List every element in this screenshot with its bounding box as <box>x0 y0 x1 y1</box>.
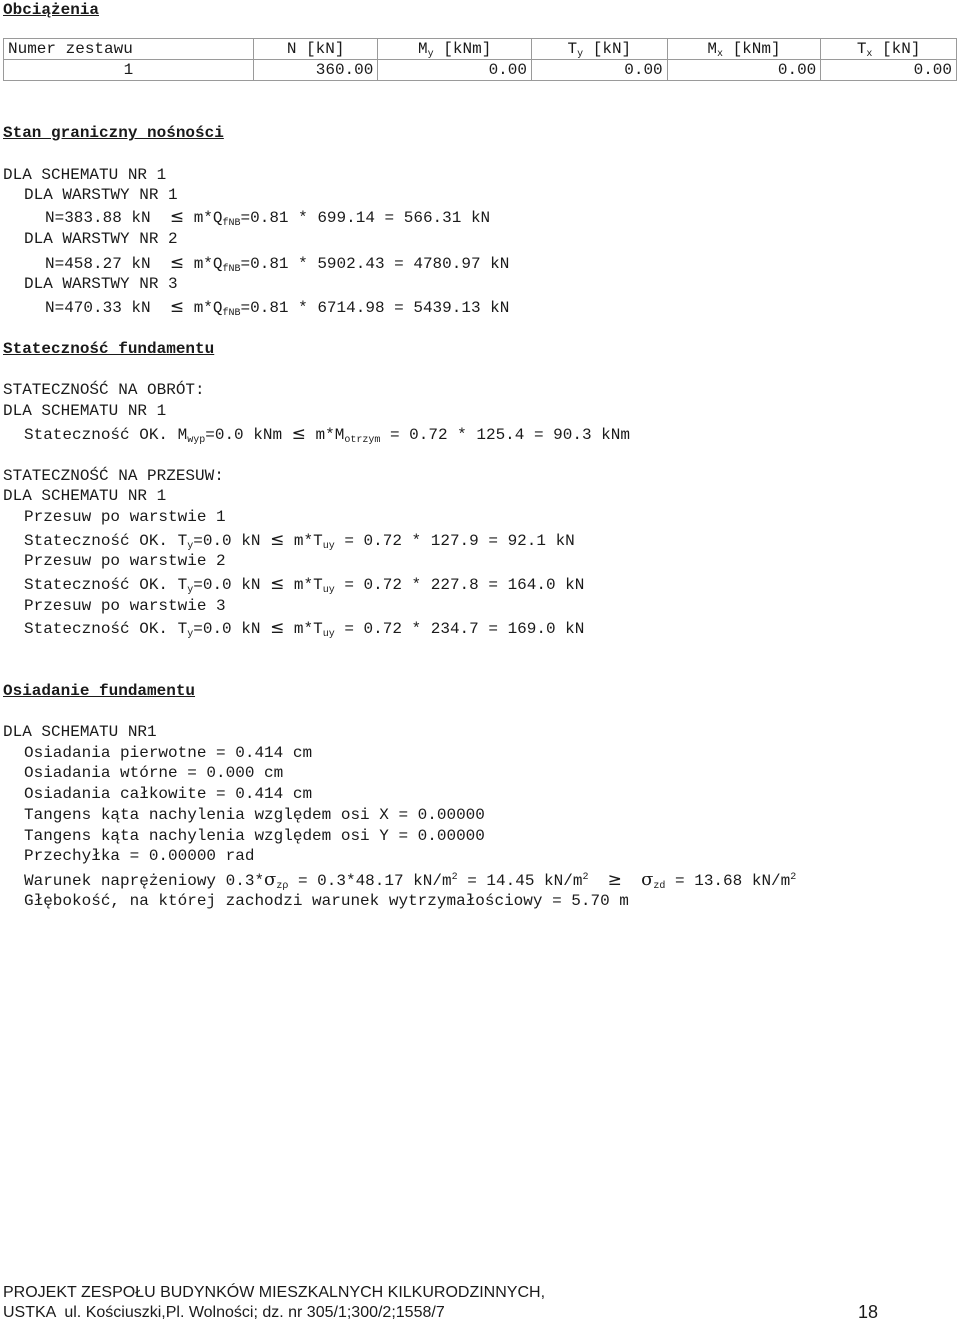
schema-label: DLA SCHEMATU NR 1 <box>3 402 167 420</box>
section-title-sgn: Stan graniczny nośności <box>3 124 224 142</box>
layer-check: N=383.88 kN ≤ $m*Q_{fNB}=0.81 * 699.14 = 566.31$ kN <box>45 207 491 229</box>
le-symbol: ≤ <box>169 297 185 317</box>
settlement-line: Przechyłka = 0.00000 rad <box>24 847 255 865</box>
layer-label: DLA WARSTWY NR 3 <box>24 275 178 293</box>
schema-label: DLA SCHEMATU NR 1 <box>3 166 167 184</box>
stress-condition: Warunek naprężeniowy $0.3*\sigma_{z\rho} = 0.3*48.17$ $kN/m^2 = 14.45$ $kN/m^2 \ge \sigma_{zd} = 13.68$ $kN/m^2$ <box>24 869 797 892</box>
schema-label: DLA SCHEMATU NR1 <box>3 723 157 741</box>
footer-project-title: PROJEKT ZESPOŁU BUDYNKÓW MIESZKALNYCH KILKURODZINNYCH, <box>3 1284 546 1301</box>
header-cell: N [kN] <box>253 39 377 60</box>
table-cell: 0.00 <box>378 60 532 81</box>
le-symbol: ≤ <box>169 207 185 227</box>
le-symbol: ≤ <box>270 530 285 550</box>
header-cell: $T_x$ [kN] <box>821 39 957 60</box>
shear-check: Stateczność OK. $T_y=0.0$ kN ≤ $m*T_{uy} = 0.72 * 227.8 = 164.0$ kN <box>24 574 585 596</box>
settlement-line: Tangens kąta nachylenia względem osi X = 0.00000 <box>24 806 485 824</box>
header-cell: $M_y$ [kNm] <box>378 39 532 60</box>
page-number: 18 <box>858 1302 879 1322</box>
table-cell: 1 <box>4 60 254 81</box>
rotation-check: Stateczność OK. $M_{wyp}=0.0$ kNm ≤ $m*M_{otrzym} = 0.72 * 125.4 = 90.3$ kNm <box>24 424 630 446</box>
section-title-settlement: Osiadanie fundamentu <box>3 682 196 700</box>
table-cell: 360.00 <box>253 60 377 81</box>
layer-label: DLA WARSTWY NR 2 <box>24 230 178 248</box>
layer-check: N=458.27 kN ≤ $m*Q_{fNB}=0.81 * 5902.43 = 4780.97$ kN <box>45 253 510 275</box>
layer-label: DLA WARSTWY NR 1 <box>24 186 178 204</box>
section-title-loads: Obciążenia <box>3 1 100 19</box>
depth-line: Głębokość, na której zachodzi warunek wytrzymałościowy = 5.70 m <box>24 892 629 910</box>
settlement-line: Tangens kąta nachylenia względem osi Y = 0.00000 <box>24 827 485 845</box>
table-cell: 0.00 <box>821 60 957 81</box>
ge-symbol: ≥ <box>607 870 622 890</box>
shear-layer-label: Przesuw po warstwie 2 <box>24 552 226 570</box>
table-cell: 0.00 <box>531 60 667 81</box>
shear-check: Stateczność OK. $T_y=0.0$ kN ≤ $m*T_{uy} = 0.72 * 127.9 = 92.1$ kN <box>24 530 575 552</box>
settlement-line: Osiadania wtórne = 0.000 cm <box>24 764 284 782</box>
schema-label: DLA SCHEMATU NR 1 <box>3 487 167 505</box>
le-symbol: ≤ <box>169 253 185 273</box>
shear-check: Stateczność OK. $T_y=0.0$ kN ≤ $m*T_{uy} = 0.72 * 234.7 = 169.0$ kN <box>24 618 585 640</box>
shear-layer-label: Przesuw po warstwie 1 <box>24 508 226 526</box>
sigma-symbol: σ <box>641 869 654 890</box>
loads-table <box>3 38 957 81</box>
layer-check: N=470.33 kN ≤ $m*Q_{fNB}=0.81 * 6714.98 = 5439.13$ kN <box>45 297 510 319</box>
shear-title: STATECZNOŚĆ NA PRZESUW: <box>3 467 224 485</box>
shear-layer-label: Przesuw po warstwie 3 <box>24 597 226 615</box>
section-title-stability: Stateczność fundamentu <box>3 340 215 358</box>
le-symbol: ≤ <box>270 574 285 594</box>
sigma-symbol: σ <box>264 869 277 890</box>
header-cell: Numer zestawu <box>4 39 254 60</box>
rotation-title: STATECZNOŚĆ NA OBRÓT: <box>3 381 205 399</box>
settlement-line: Osiadania całkowite = 0.414 cm <box>24 785 313 803</box>
settlement-line: Osiadania pierwotne = 0.414 cm <box>24 744 313 762</box>
le-symbol: ≤ <box>291 424 306 444</box>
footer-address: USTKA ul. Kościuszki,Pl. Wolności; dz. nr 305/1;300/2;1558/7 <box>3 1304 445 1321</box>
table-row <box>4 60 957 81</box>
table-cell: 0.00 <box>667 60 821 81</box>
le-symbol: ≤ <box>270 618 285 638</box>
table-header-row <box>4 39 957 60</box>
header-cell: $M_x$ [kNm] <box>667 39 821 60</box>
header-cell: $T_y$ [kN] <box>531 39 667 60</box>
